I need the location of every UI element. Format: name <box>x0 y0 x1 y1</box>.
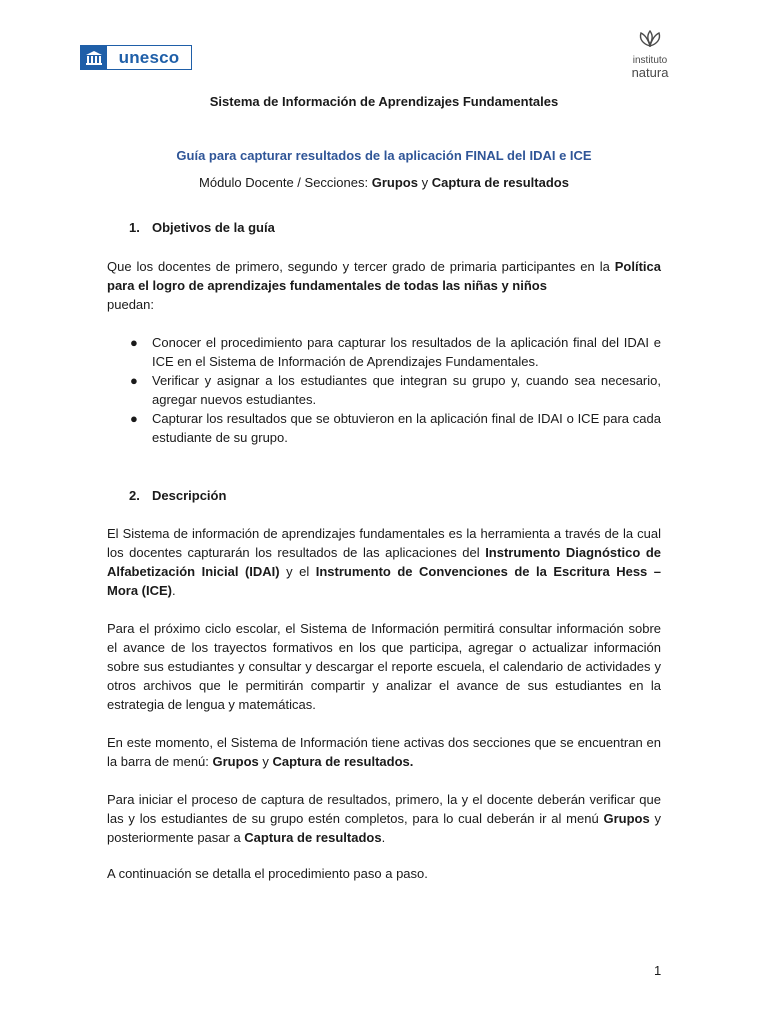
page-number: 1 <box>654 963 662 978</box>
bullet-icon: ● <box>130 411 138 426</box>
description-paragraph-2: Para el próximo ciclo escolar, el Sistema de Información permitirá consultar información sobre el avance de los trayectos formativos en los que participa, agregar o actualizar información sobre sus estudiantes y consultar y descargar el reporte escuela, el calendario de actividades y otros archivos que le permitirán compartir y analizar el avance de sus estudiantes en la estrategia de lengua y matemáticas. <box>107 621 661 712</box>
module-captura: Captura de resultados <box>431 175 569 190</box>
instituto-natura-logo <box>620 30 680 80</box>
intro-text: Que los docentes de primero, segundo y tercer grado de primaria participantes en la <box>107 259 615 274</box>
p4-text: Para iniciar el proceso de captura de resultados, primero, la y el docente deberán verificar que las y los estudiantes de su grupo estén completos, para lo cual deberán ir al menú <box>107 792 661 826</box>
description-paragraph-1 <box>107 524 661 600</box>
unesco-wordmark: unesco <box>118 48 180 67</box>
bullet-icon: ● <box>130 335 138 350</box>
p1-end: . <box>172 583 176 598</box>
natura-flower-icon <box>637 36 663 51</box>
section-2-number: 2. <box>129 488 140 503</box>
section-2-title: Descripción <box>152 488 227 503</box>
p3-text: En este momento, el Sistema de Información tiene activas dos secciones que se encuentran en la barra de menú: <box>107 735 661 769</box>
description-paragraph-5: A continuación se detalla el procedimiento paso a paso. <box>107 866 428 881</box>
section-1-number: 1. <box>129 220 140 235</box>
p4-then: y posteriormente pasar a <box>107 811 661 845</box>
module-grupos: Grupos <box>371 175 418 190</box>
p4-end: . <box>381 830 386 845</box>
intro-end: puedan: <box>107 297 154 312</box>
p1-ice: Instrumento de Convenciones de la Escritura Hess – Mora (ICE) <box>107 564 661 598</box>
natura-line2: natura <box>631 65 669 80</box>
temple-icon <box>81 46 107 69</box>
section-1-title: Objetivos de la guía <box>152 220 275 235</box>
intro-policy: Política para el logro de aprendizajes fundamentales de todas las niñas y niños <box>107 259 661 293</box>
list-item-text: Verificar y asignar a los estudiantes que integran su grupo y, cuando sea necesario, agregar nuevos estudiantes. <box>152 373 661 407</box>
description-paragraph-4 <box>107 790 661 847</box>
document-subtitle: Guía para capturar resultados de la aplicación FINAL del IDAI e ICE <box>176 148 592 163</box>
unesco-logo <box>80 45 192 70</box>
description-paragraph-3 <box>107 733 661 771</box>
objectives-list <box>107 333 661 447</box>
module-line <box>0 173 768 192</box>
p4-captura: Captura de resultados <box>244 830 382 845</box>
section-1-heading <box>129 218 275 237</box>
p1-idai: Instrumento Diagnóstico de Alfabetización Inicial (IDAI) <box>107 545 661 579</box>
bullet-icon: ● <box>130 373 138 388</box>
list-item-text: Capturar los resultados que se obtuvieron en la aplicación final de IDAI o ICE para cada estudiante de su grupo. <box>152 411 661 445</box>
p3-and: y <box>258 754 273 769</box>
list-item <box>107 371 661 409</box>
list-item <box>107 333 661 371</box>
module-and: y <box>417 175 432 190</box>
p3-captura: Captura de resultados. <box>272 754 414 769</box>
p3-grupos: Grupos <box>212 754 259 769</box>
section-2-heading <box>129 486 226 505</box>
natura-line1: instituto <box>632 55 668 66</box>
p1-and: y el <box>279 564 316 579</box>
p4-grupos: Grupos <box>603 811 650 826</box>
list-item <box>107 409 661 447</box>
module-prefix: Módulo Docente / Secciones: <box>199 175 372 190</box>
document-title: Sistema de Información de Aprendizajes Fundamentales <box>209 94 559 109</box>
list-item-text: Conocer el procedimiento para capturar los resultados de la aplicación final del IDAI e ICE en el Sistema de Información de Aprendizajes Fundamentales. <box>152 335 661 369</box>
p1-text: El Sistema de información de aprendizajes fundamentales es la herramienta a través de la cual los docentes capturarán los resultados de las aplicaciones del <box>107 526 661 560</box>
section-1-intro <box>107 257 661 314</box>
